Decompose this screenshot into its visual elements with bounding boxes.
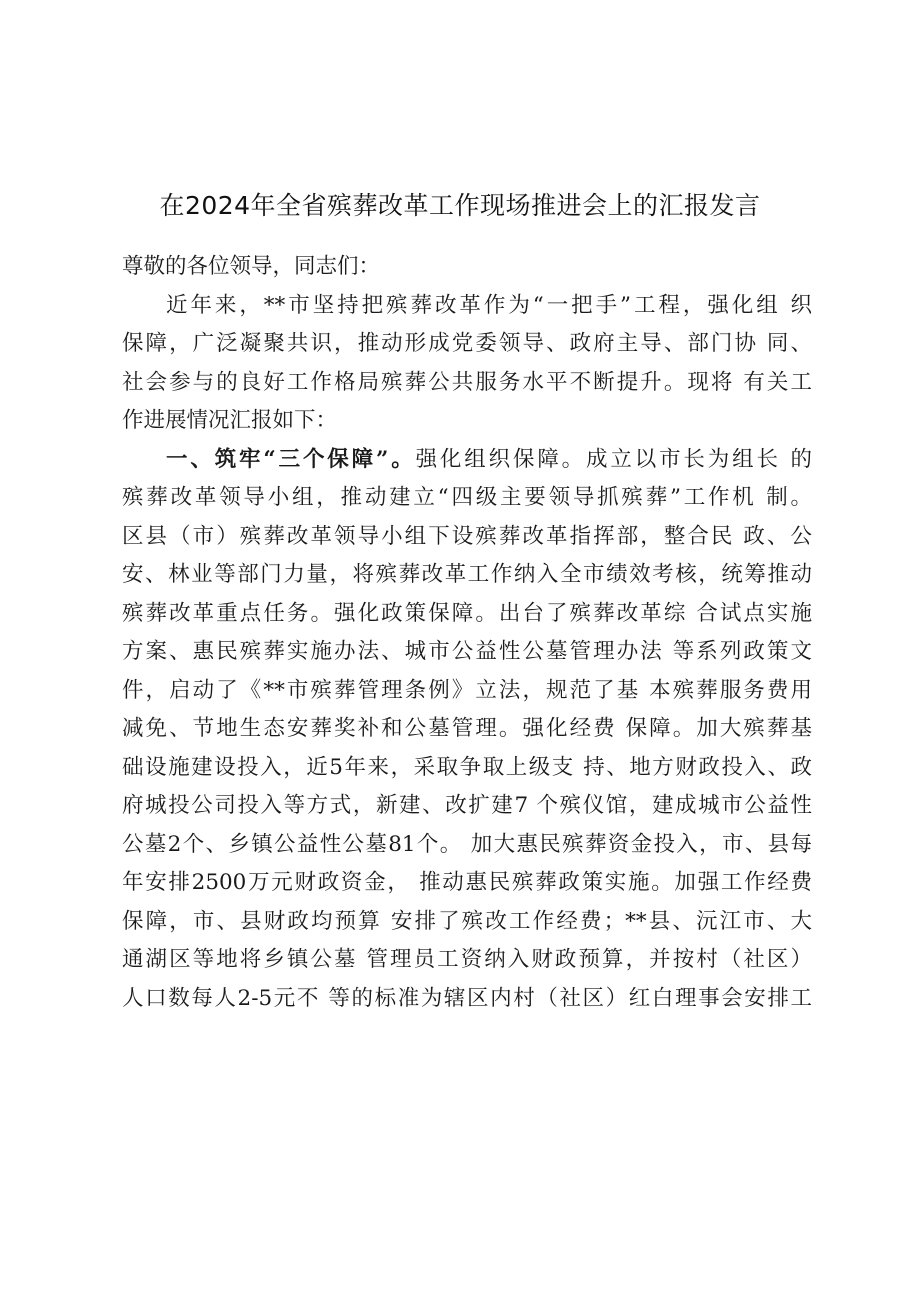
- intro-line: 保障，广泛凝聚共识，推动形成党委领导、政府主导、部门协 同、: [122, 331, 812, 356]
- intro-line: 社会参与的良好工作格局殡葬公共服务水平不断提升。现将 有关工: [122, 369, 812, 395]
- document-body: [122, 248, 812, 1018]
- intro-line: 作进展情况汇报如下：: [122, 408, 338, 433]
- section-line: 年安排2500万元财政资金， 推动惠民殡葬政策实施。加强工作经费: [122, 870, 812, 895]
- section-line: 保障，市、县财政均预算 安排了殡改工作经费；**县、沅江市、大: [122, 908, 812, 934]
- section-line: 安、林业等部门力量，将殡葬改革工作纳入全市绩效考核，统筹推动: [122, 562, 812, 587]
- section-line: 区县（市）殡葬改革领导小组下设殡葬改革指挥部，整合民 政、公: [122, 523, 812, 549]
- section-line: 公墓2个、乡镇公益性公墓81个。 加大惠民殡葬资金投入，市、县每: [122, 831, 812, 857]
- section-line: 府城投公司投入等方式，新建、改扩建7 个殡仪馆，建成城市公益性: [122, 793, 812, 818]
- section-heading: 一、筑牢“三个保障”。: [166, 446, 416, 472]
- section-line: 通湖区等地将乡镇公墓 管理员工资纳入财政预算，并按村（社区）: [122, 947, 812, 972]
- section-line: 殡葬改革重点任务。强化政策保障。出台了殡葬改革综 合试点实施: [122, 600, 812, 626]
- section-line: 减免、节地生态安葬奖补和公墓管理。强化经费 保障。加大殡葬基: [122, 716, 812, 741]
- section-line: 础设施建设投入，近5年来，采取争取上级支 持、地方财政投入、政: [122, 754, 812, 780]
- section-line: 人口数每人2-5元不 等的标准为辖区内村（社区）红白理事会安排工: [122, 985, 812, 1011]
- section-first-line-text: 强化组织保障。成立以市长为组长 的: [415, 446, 812, 472]
- section-line: 殡葬改革领导小组，推动建立“四级主要领导抓殡葬”工作机 制。: [122, 485, 812, 510]
- intro-line: 近年来，**市坚持把殡葬改革作为“一把手”工程，强化组 织: [166, 292, 812, 318]
- section-line: 方案、惠民殡葬实施办法、城市公益性公墓管理办法 等系列政策文: [122, 639, 812, 664]
- salutation: 尊敬的各位领导，同志们：: [122, 254, 381, 279]
- section-line: 件，启动了《**市殡葬管理条例》立法，规范了基 本殡葬服务费用: [122, 677, 812, 703]
- section-first-line: [122, 441, 812, 480]
- document-title: 在2024年全省殡葬改革工作现场推进会上的汇报发言: [159, 191, 761, 220]
